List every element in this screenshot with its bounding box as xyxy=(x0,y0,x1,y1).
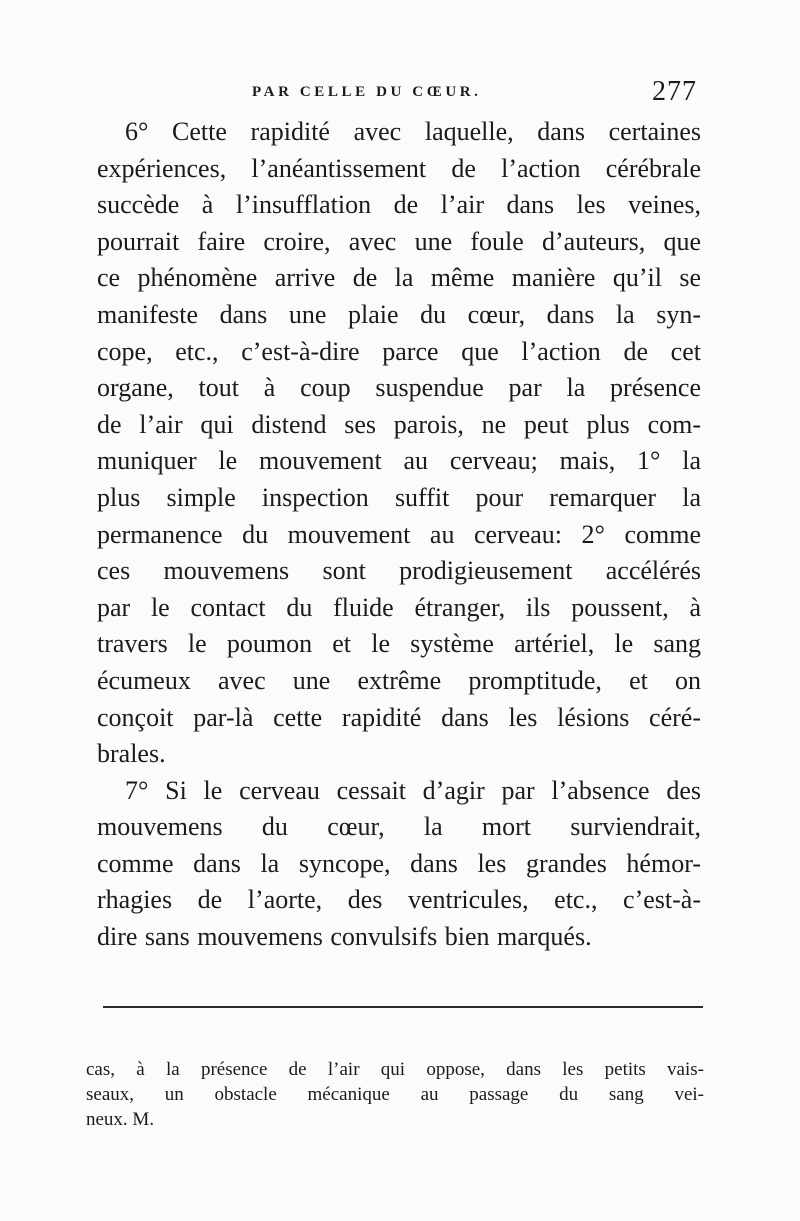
paragraph-6-line: brales. xyxy=(97,739,166,769)
paragraph-7-line: comme dans la syncope, dans les grandes hémor- xyxy=(97,848,701,878)
paragraph-6-line: expériences, l’anéantissement de l’action cérébrale xyxy=(97,153,701,183)
paragraph-6-line: manifeste dans une plaie du cœur, dans la syn- xyxy=(97,299,701,329)
main-text xyxy=(97,114,701,956)
footnote-line: neux. M. xyxy=(86,1109,155,1130)
paragraph-7-line: dire sans mouvemens convulsifs bien marqués. xyxy=(97,922,592,952)
paragraph-6-line: conçoit par-là cette rapidité dans les lésions céré- xyxy=(97,702,701,732)
paragraph-7-line: rhagies de l’aorte, des ventricules, etc., c’est-à- xyxy=(97,885,701,915)
paragraph-6-line: par le contact du fluide étranger, ils poussent, à xyxy=(97,592,701,622)
paragraph-6-line: permanence du mouvement au cerveau: 2° comme xyxy=(97,519,701,549)
footnote-line: cas, à la présence de l’air qui oppose, dans les petits vais- xyxy=(86,1059,704,1080)
paragraph-7-line: 7° Si le cerveau cessait d’agir par l’absence des xyxy=(125,775,701,805)
paragraph-7-line: mouvemens du cœur, la mort surviendrait, xyxy=(97,812,701,842)
paragraph-6-line: ce phénomène arrive de la même manière qu’il se xyxy=(97,263,701,293)
paragraph-6-line: travers le poumon et le système artériel, le sang xyxy=(97,629,701,659)
paragraph-6-line: muniquer le mouvement au cerveau; mais, 1° la xyxy=(97,446,701,476)
footnote-line: seaux, un obstacle mécanique au passage du sang vei- xyxy=(86,1084,704,1105)
page-number: 277 xyxy=(652,76,697,107)
paragraph-6-line: ces mouvemens sont prodigieusement accélérés xyxy=(97,556,701,586)
paragraph-6-line: plus simple inspection suffit pour remarquer la xyxy=(97,482,701,512)
paragraph-6-line: succède à l’insufflation de l’air dans les veines, xyxy=(97,190,701,220)
page-header xyxy=(0,76,800,110)
paragraph-6-line: organe, tout à coup suspendue par la présence xyxy=(97,373,701,403)
paragraph-6-line: 6° Cette rapidité avec laquelle, dans certaines xyxy=(125,117,701,146)
footnote xyxy=(86,1057,704,1132)
paragraph-6-line: pourrait faire croire, avec une foule d’auteurs, que xyxy=(97,226,701,256)
paragraph-6-line: cope, etc., c’est-à-dire parce que l’action de cet xyxy=(97,336,701,366)
footnote-divider xyxy=(103,1006,703,1008)
running-head: PAR CELLE DU CŒUR. xyxy=(252,84,482,100)
paragraph-6-line: écumeux avec une extrême promptitude, et on xyxy=(97,665,701,695)
paragraph-6-line: de l’air qui distend ses parois, ne peut plus com- xyxy=(97,409,701,439)
